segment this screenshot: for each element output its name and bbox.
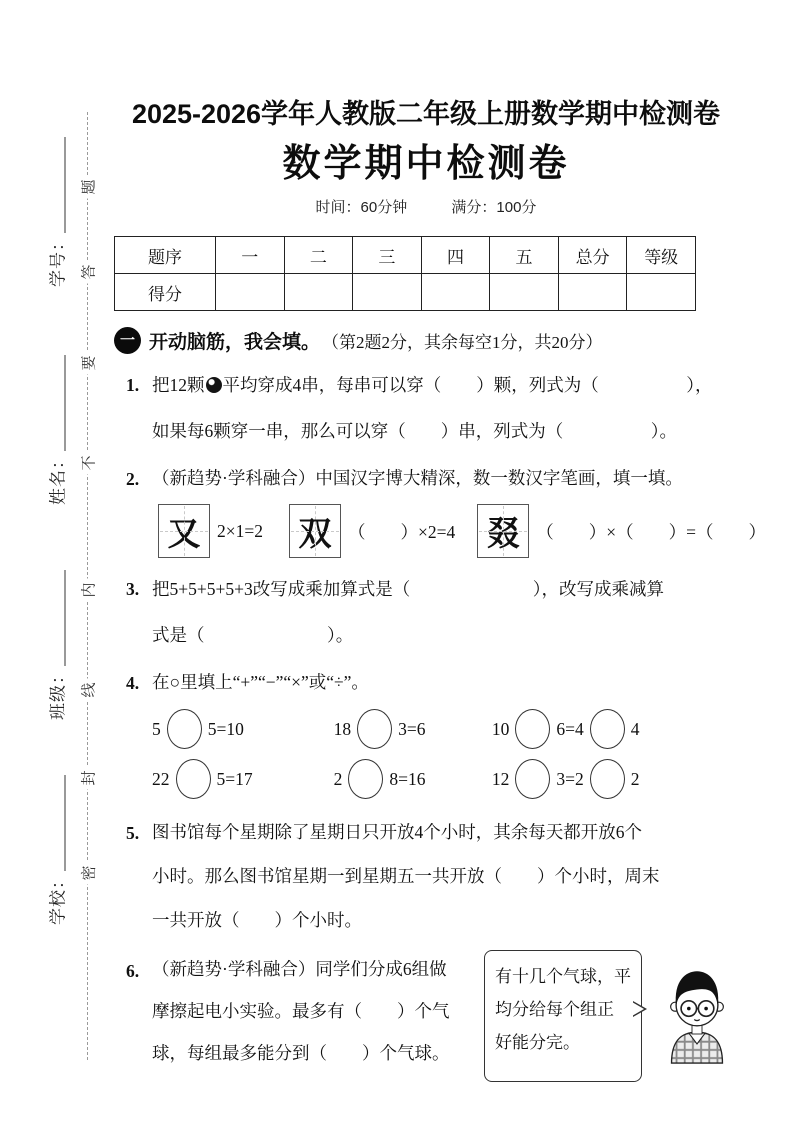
section-one-title: 开动脑筋，我会填。 (149, 332, 321, 353)
hanzi-expression: （ ）×（ ）=（ ） (536, 521, 766, 542)
score-cell (353, 274, 422, 311)
equation-segment: 8=16 (389, 768, 426, 789)
seal-char: 要 (76, 351, 101, 374)
header-title: 2025-2026学年人教版二年级上册数学期中检测卷 (131, 99, 721, 129)
seal-char: 封 (76, 766, 101, 789)
seal-char: 密 (76, 861, 101, 884)
field-school (44, 775, 69, 925)
score-table-header: 二 (284, 237, 353, 274)
score-table-header: 五 (490, 237, 559, 274)
hanzi-item (158, 504, 263, 558)
score-cell (558, 274, 627, 311)
operator-circle (167, 709, 202, 749)
exam-title: 数学期中检测卷 (282, 143, 570, 185)
equation-segment: 12 (491, 768, 510, 789)
score-cell (284, 274, 353, 311)
question-3 (126, 566, 738, 658)
equation-segment: 3=6 (398, 718, 426, 739)
name-blank-line (48, 355, 66, 451)
question-number: 5. (126, 823, 140, 843)
exam-content (114, 0, 766, 1082)
class-blank-line (48, 570, 66, 666)
equation-segment: 22 (152, 768, 170, 789)
question-number: 4. (126, 673, 140, 693)
equation-segment: 5=17 (216, 768, 253, 789)
speech-bubble-text: 好能分完。 (495, 1033, 580, 1052)
score-table-header: 总分 (558, 237, 627, 274)
question-2-hanzi-row (152, 500, 766, 562)
operator-circle (515, 709, 550, 749)
operator-circle (590, 709, 625, 749)
field-class (44, 570, 69, 720)
score-table-score-row (115, 274, 696, 311)
equation (334, 709, 492, 749)
question-number: 1. (126, 375, 140, 395)
section-one-header (114, 327, 738, 354)
question-1-text: 把12颗 (152, 375, 205, 395)
seal-margin (0, 0, 110, 1122)
full-score: 满分：100分 (451, 199, 537, 216)
score-table-header: 等级 (627, 237, 696, 274)
question-1-line-1 (152, 362, 738, 408)
operator-circle (176, 759, 211, 799)
question-4-intro: 在○里填上“+”“−”“×”或“÷”。 (152, 672, 369, 692)
seal-char: 题 (76, 175, 101, 198)
equation-segment: 3=2 (556, 768, 584, 789)
operator-circle (515, 759, 550, 799)
student-boy-avatar (656, 964, 738, 1064)
equation-segment: 10 (491, 718, 510, 739)
hanzi-box: 叕 (477, 504, 529, 558)
question-1-text: 平均穿成4串，每串可以穿（ ）颗，列式为（ ）， (222, 375, 713, 395)
question-5-line-2: 小时。那么图书馆星期一到星期五一共开放（ ）个小时，周末 (152, 866, 660, 886)
equation-segment: 4 (630, 718, 640, 739)
hanzi-item (289, 504, 455, 558)
score-cell (421, 274, 490, 311)
question-6-line-1: （新趋势·学科融合）同学们分成6组做 (152, 959, 447, 979)
field-class-label: 班级： (48, 666, 68, 720)
score-cell (216, 274, 285, 311)
question-2-intro: （新趋势·学科融合）中国汉字博大精深，数一数汉字笔画，填一填。 (152, 468, 683, 488)
hanzi-expression: （ ）×2=4 (348, 521, 456, 542)
equation (152, 709, 334, 749)
score-table-header-row (115, 237, 696, 274)
question-3-line-2: 式是（ ）。 (152, 625, 354, 645)
equation (334, 759, 492, 799)
field-school-label: 学校： (48, 871, 68, 925)
hanzi-expression: 2×1=2 (217, 520, 263, 541)
bead-icon (206, 377, 222, 393)
speech-bubble-text: 均分给每个组正 (495, 1000, 614, 1019)
question-4 (126, 660, 738, 804)
question-6-line-2: 摩擦起电小实验。最多有（ ）个气 (152, 1001, 450, 1021)
score-row-label: 得分 (115, 274, 216, 311)
operator-circle (357, 709, 392, 749)
question-3-line-1: 把5+5+5+5+3改写成乘加算式是（ ），改写成乘减算 (152, 579, 664, 599)
equation-segment: 5 (152, 718, 161, 739)
equation-segment: 5=10 (207, 718, 244, 739)
question-5 (126, 810, 738, 942)
hanzi-item (477, 504, 766, 558)
question-6 (126, 948, 738, 1082)
operator-circle (348, 759, 383, 799)
time-limit: 时间：60分钟 (315, 199, 408, 216)
question-5-line-3: 一共开放（ ）个小时。 (152, 910, 362, 930)
exam-meta (114, 198, 738, 218)
equation-segment: 2 (333, 768, 343, 789)
score-table-header: 题序 (115, 237, 216, 274)
operator-circle (590, 759, 625, 799)
equation-row (152, 754, 738, 804)
score-table (114, 236, 696, 311)
equation (492, 759, 738, 799)
question-4-equations (152, 704, 738, 804)
question-5-line-1: 图书馆每个星期除了星期日只开放4个小时，其余每天都开放6个 (152, 822, 642, 842)
field-student-id (44, 137, 69, 287)
question-2 (126, 456, 766, 562)
hanzi-box: 双 (289, 504, 341, 558)
student-id-blank-line (48, 137, 66, 233)
question-number: 6. (126, 961, 140, 981)
score-cell (627, 274, 696, 311)
score-table-header: 四 (421, 237, 490, 274)
equation-segment: 6=4 (556, 718, 584, 739)
equation (152, 759, 334, 799)
question-6-line-3: 球，每组最多能分到（ ）个气球。 (152, 1043, 450, 1063)
field-student-id-label: 学号： (48, 233, 68, 287)
equation-row (152, 704, 738, 754)
seal-char: 答 (76, 260, 101, 283)
field-name (44, 355, 69, 505)
speech-bubble (484, 950, 642, 1082)
equation (492, 709, 738, 749)
hanzi-box: 又 (158, 504, 210, 558)
seal-char: 内 (76, 578, 101, 601)
question-1-line-2: 如果每6颗穿一串，那么可以穿（ ）串，列式为（ ）。 (152, 421, 677, 441)
section-one-badge: 一 (114, 327, 141, 354)
question-number: 3. (126, 579, 140, 599)
field-name-label: 姓名： (48, 451, 68, 505)
school-blank-line (48, 775, 66, 871)
equation-segment: 18 (333, 718, 352, 739)
seal-char: 不 (76, 451, 101, 474)
score-table-header: 三 (353, 237, 422, 274)
seal-char: 线 (76, 678, 101, 701)
section-one-note: （第2题2分，其余每空1分，共20分） (322, 333, 603, 352)
score-cell (490, 274, 559, 311)
score-table-header: 一 (216, 237, 285, 274)
question-1 (126, 362, 738, 454)
speech-bubble-text: 有十几个气球，平 (495, 967, 631, 986)
question-number: 2. (126, 469, 140, 489)
equation-segment: 2 (630, 768, 640, 789)
